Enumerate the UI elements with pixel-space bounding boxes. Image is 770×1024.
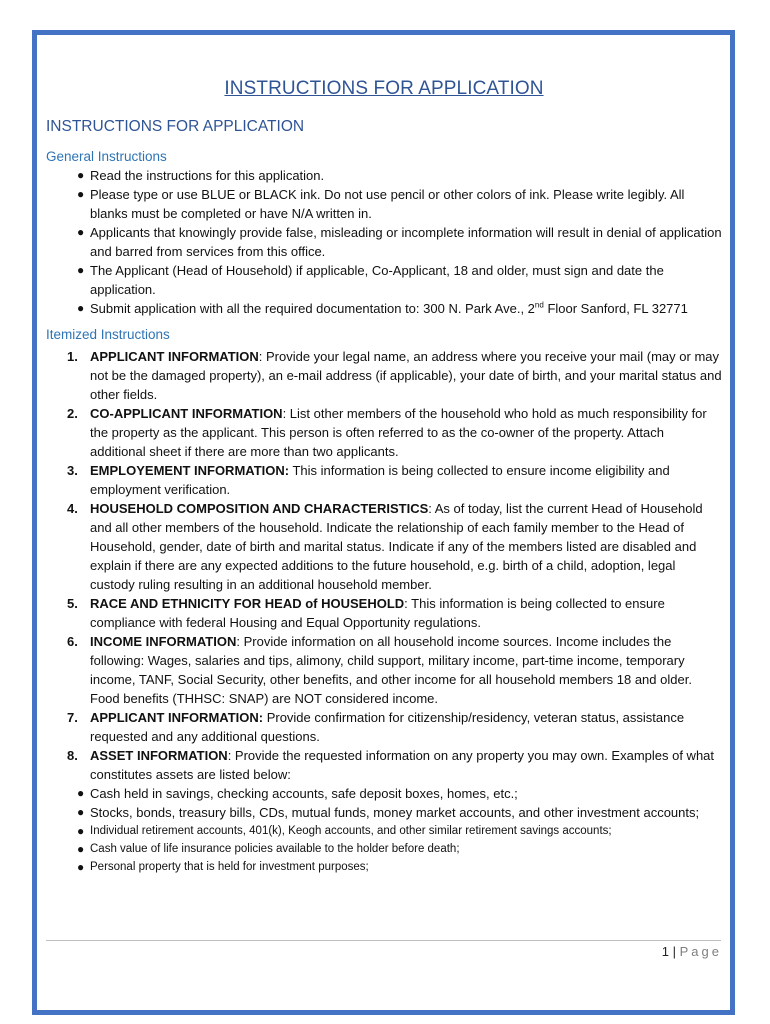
item-number: 1.	[67, 349, 78, 364]
item-label: ASSET INFORMATION	[90, 748, 228, 763]
numbered-item	[46, 594, 722, 632]
list-item-text: Cash value of life insurance policies available to the holder before death;	[90, 843, 460, 855]
submit-text-before: Submit application with all the required documentation to: 300 N. Park Ave., 2	[90, 301, 535, 316]
list-item	[46, 166, 722, 185]
item-text: : List other members of the household who hold as much responsibility for the property as the applicant. This person is often referred to as the co-owner of the property. Attach additional sheet if there are more than two applicants.	[90, 406, 707, 459]
item-label: CO-APPLICANT INFORMATION	[90, 406, 283, 421]
list-item	[46, 822, 722, 840]
numbered-item	[46, 404, 722, 461]
bullet-icon: ●	[77, 187, 85, 201]
page-number: 1	[661, 944, 670, 959]
item-text: This information is being collected to ensure income eligibility and employment verification.	[90, 463, 670, 497]
item-number: 4.	[67, 501, 78, 516]
list-item-text: Applicants that knowingly provide false, misleading or incomplete information will result in denial of application and barred from services from this office.	[90, 225, 722, 259]
itemized-instructions-list	[46, 347, 722, 784]
list-item-text: Read the instructions for this application.	[90, 168, 325, 183]
item-text: : As of today, list the current Head of Household and all other members of the household. Indicate the relationship of each family member to the Head of Household, gender, date of birth and marital status. Indicate if any of the members listed are disabled and explain if there are any expected additions to the future household, e.g. birth of a child, adoption, legal custody ruling resulting in an additional household member.	[90, 501, 703, 592]
document-title: INSTRUCTIONS FOR APPLICATION	[224, 78, 544, 99]
itemized-instructions-heading: Itemized Instructions	[46, 327, 170, 342]
bullet-icon: ●	[77, 301, 85, 315]
bullet-icon: ●	[77, 805, 85, 819]
item-label: APPLICANT INFORMATION	[90, 349, 259, 364]
list-item	[46, 840, 722, 858]
item-text: : Provide your legal name, an address where you receive your mail (may or may not be the damaged property), an e-mail address (if applicable), your date of birth, and your marital status and other fields.	[90, 349, 722, 402]
page-footer	[662, 944, 722, 959]
document-body	[46, 78, 722, 876]
list-item	[46, 803, 722, 822]
item-text: Provide confirmation for citizenship/residency, veteran status, assistance requested and any additional questions.	[90, 710, 685, 744]
item-text: : This information is being collected to ensure compliance with federal Housing and Equal Opportunity regulations.	[90, 596, 665, 630]
page-separator: |	[669, 944, 680, 959]
list-item-submit	[46, 299, 722, 318]
item-number: 2.	[67, 406, 78, 421]
page-label: Page	[679, 944, 722, 959]
item-number: 5.	[67, 596, 78, 611]
list-item-text: Stocks, bonds, treasury bills, CDs, mutual funds, money market accounts, and other investment accounts;	[90, 805, 700, 820]
numbered-item	[46, 499, 722, 594]
list-item-text: Individual retirement accounts, 401(k), Keogh accounts, and other similar retirement savings accounts;	[90, 825, 612, 837]
item-text: : Provide information on all household income sources. Income includes the following: Wages, salaries and tips, alimony, child support, military income, part-time income, temporary income, TANF, Social Security, other benefits, and other income for all household members 18 and older. Food benefits (THHSC: SNAP) are NOT considered income.	[90, 634, 692, 706]
numbered-item	[46, 632, 722, 708]
list-item-text: Please type or use BLUE or BLACK ink. Do not use pencil or other colors of ink. Please write legibly. All blanks must be completed or have N/A written in.	[90, 187, 685, 221]
general-instructions-list	[46, 166, 722, 318]
submit-text-after: Floor Sanford, FL 32771	[543, 301, 688, 316]
footer-divider	[46, 940, 721, 941]
numbered-item	[46, 708, 722, 746]
asset-examples-list-small	[46, 822, 722, 876]
list-item-text: Personal property that is held for investment purposes;	[90, 861, 369, 873]
list-item	[46, 261, 722, 299]
itemized-instructions-section	[46, 327, 722, 876]
bullet-icon: ●	[77, 263, 85, 277]
bullet-icon: ●	[77, 786, 85, 800]
item-number: 7.	[67, 710, 78, 725]
document-subtitle: INSTRUCTIONS FOR APPLICATION	[46, 118, 305, 135]
numbered-item	[46, 461, 722, 499]
item-number: 8.	[67, 748, 78, 763]
list-item	[46, 185, 722, 223]
list-item	[46, 784, 722, 803]
bullet-icon: ●	[77, 168, 85, 182]
bullet-icon: ●	[77, 842, 85, 856]
item-number: 3.	[67, 463, 78, 478]
item-label: EMPLOYEMENT INFORMATION:	[90, 463, 290, 478]
item-label: INCOME INFORMATION	[90, 634, 237, 649]
item-label: HOUSEHOLD COMPOSITION AND CHARACTERISTICS	[90, 501, 429, 516]
item-label: APPLICANT INFORMATION:	[90, 710, 264, 725]
list-item	[46, 858, 722, 876]
item-text: : Provide the requested information on any property you may own. Examples of what constitutes assets are listed below:	[90, 748, 715, 782]
numbered-item	[46, 347, 722, 404]
list-item-text: The Applicant (Head of Household) if applicable, Co-Applicant, 18 and older, must sign and date the application.	[90, 263, 664, 297]
bullet-icon: ●	[77, 824, 85, 838]
bullet-icon: ●	[77, 860, 85, 874]
item-label: RACE AND ETHNICITY FOR HEAD of HOUSEHOLD	[90, 596, 405, 611]
list-item	[46, 223, 722, 261]
general-instructions-heading: General Instructions	[46, 149, 167, 164]
item-number: 6.	[67, 634, 78, 649]
bullet-icon: ●	[77, 225, 85, 239]
submit-text-sup: nd	[534, 300, 544, 310]
asset-examples-list	[46, 784, 722, 822]
general-instructions-section	[46, 149, 722, 318]
list-item-text: Cash held in savings, checking accounts, safe deposit boxes, homes, etc.;	[90, 786, 518, 801]
numbered-item	[46, 746, 722, 784]
